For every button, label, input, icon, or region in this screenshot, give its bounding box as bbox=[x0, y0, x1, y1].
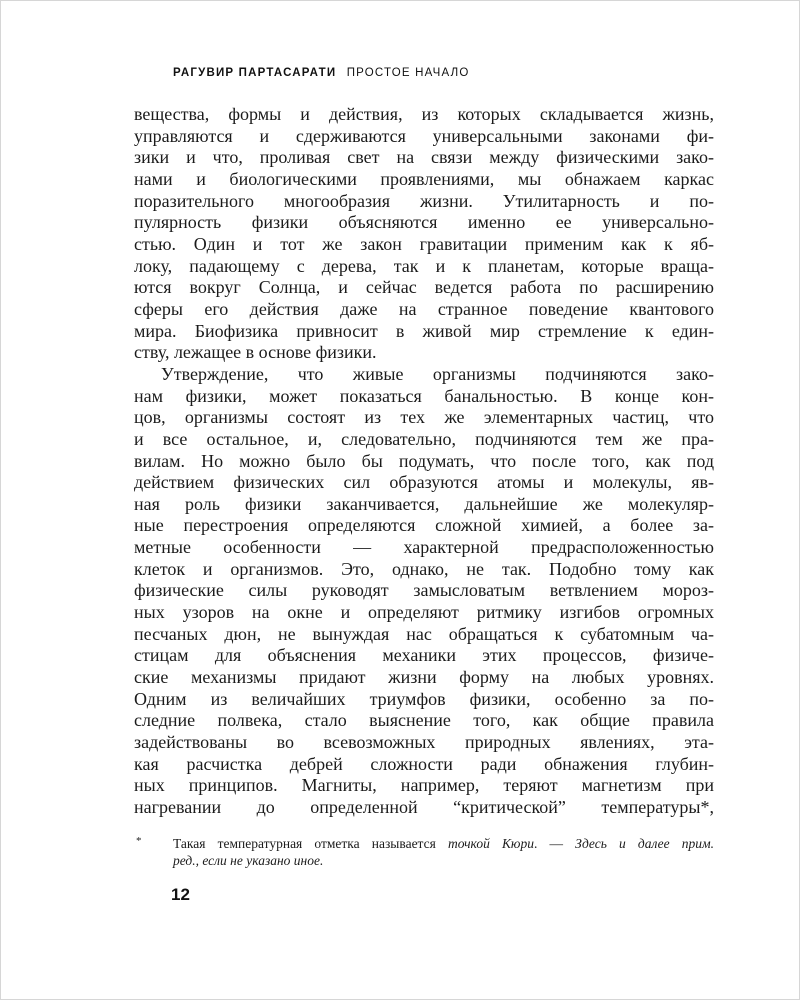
footnote-italic-segment: ред., если не указано иное. bbox=[173, 853, 324, 868]
body-text bbox=[134, 104, 714, 819]
body-text-line: ных принципов. Магниты, например, теряют магнетизм при bbox=[134, 775, 714, 796]
footnote-segment: Такая температурная отметка называется bbox=[173, 836, 448, 851]
page-number: 12 bbox=[171, 885, 190, 904]
body-text-line: действием физических сил образуются атомы и молекулы, яв- bbox=[134, 472, 714, 493]
body-text-line: сферы его действия даже на странное поведение квантового bbox=[134, 298, 714, 319]
body-text-line: Одним из величайших триумфов физики, особенно за по- bbox=[134, 688, 714, 709]
footnote-line bbox=[173, 852, 714, 869]
footnote-text bbox=[173, 835, 714, 869]
footnote-segment: . — bbox=[533, 836, 576, 851]
footnote bbox=[134, 835, 714, 869]
body-text-line: цов, организмы состоят из тех же элементарных частиц, что bbox=[134, 407, 714, 428]
footnote-italic-segment: точкой Кюри bbox=[447, 836, 534, 851]
running-header bbox=[173, 67, 470, 79]
body-text-line: и все остальное, и, следовательно, подчиняются тем же пра- bbox=[134, 428, 714, 449]
body-text-line: ная роль физики заканчивается, дальнейшие же молекуляр- bbox=[134, 493, 714, 514]
body-text-line: метные особенности — характерной предрасположенностью bbox=[134, 537, 714, 558]
body-text-line: зики и что, проливая свет на связи между физическими зако- bbox=[134, 147, 714, 168]
header-author: РАГУВИР ПАРТАСАРАТИ bbox=[173, 67, 337, 79]
body-text-line: кая расчистка дебрей сложности ради обнажения глубин- bbox=[134, 753, 714, 774]
body-text-line: управляются и сдерживаются универсальными законами фи- bbox=[134, 125, 714, 146]
body-text-line: нами и биологическими проявлениями, мы обнажаем каркас bbox=[134, 168, 714, 189]
body-text-line: поразительного многообразия жизни. Утилитарность и по- bbox=[134, 190, 714, 211]
body-text-line: мира. Биофизика привносит в живой мир стремление к един- bbox=[134, 320, 714, 341]
body-text-line: ству, лежащее в основе физики. bbox=[134, 342, 377, 363]
body-text-line: ные перестроения определяются сложной химией, а более за- bbox=[134, 515, 714, 536]
body-text-line: пулярность физики объясняются именно ее универсально- bbox=[134, 212, 714, 233]
body-text-line: стью. Один и тот же закон гравитации применим как к яб- bbox=[134, 233, 714, 254]
body-text-line: нам физики, может показаться банальностью. В конце кон- bbox=[134, 385, 714, 406]
body-text-line: физические силы руководят замысловатым ветвлением мороз- bbox=[134, 580, 714, 601]
footnote-line bbox=[173, 835, 714, 852]
body-text-line: вещества, формы и действия, из которых складывается жизнь, bbox=[134, 104, 714, 124]
body-text-line: вилам. Но можно было бы подумать, что после того, как под bbox=[134, 450, 714, 471]
body-text-line: нагревании до определенной “критической” температуры*, bbox=[134, 797, 714, 817]
header-book-title: ПРОСТОЕ НАЧАЛО bbox=[346, 67, 470, 79]
footnote-italic-segment: Здесь и далее прим. bbox=[575, 836, 715, 851]
body-text-line: следние полвека, стало выяснение того, как общие правила bbox=[134, 710, 714, 731]
body-text-line: локу, падающему с дерева, так и к планетам, которые враща- bbox=[134, 255, 714, 276]
body-text-line: ются вокруг Солнца, и сейчас ведется работа по расширению bbox=[134, 277, 714, 298]
body-text-line: ские механизмы придают жизни форму на любых уровнях. bbox=[134, 667, 714, 688]
body-text-line: Утверждение, что живые организмы подчиняются зако- bbox=[161, 363, 714, 384]
body-text-line: песчаных дюн, не вынуждая нас обращаться к субатомным ча- bbox=[134, 623, 714, 644]
body-text-line: клеток и организмов. Это, однако, не так. Подобно тому как bbox=[134, 558, 714, 579]
body-text-line: задействованы во всевозможных природных явлениях, эта- bbox=[134, 732, 714, 753]
body-text-line: ных узоров на окне и определяют ритмику изгибов огромных bbox=[134, 602, 714, 623]
footnote-marker: * bbox=[136, 835, 142, 847]
body-text-line: стицам для объяснения механики этих процессов, физиче- bbox=[134, 645, 714, 666]
